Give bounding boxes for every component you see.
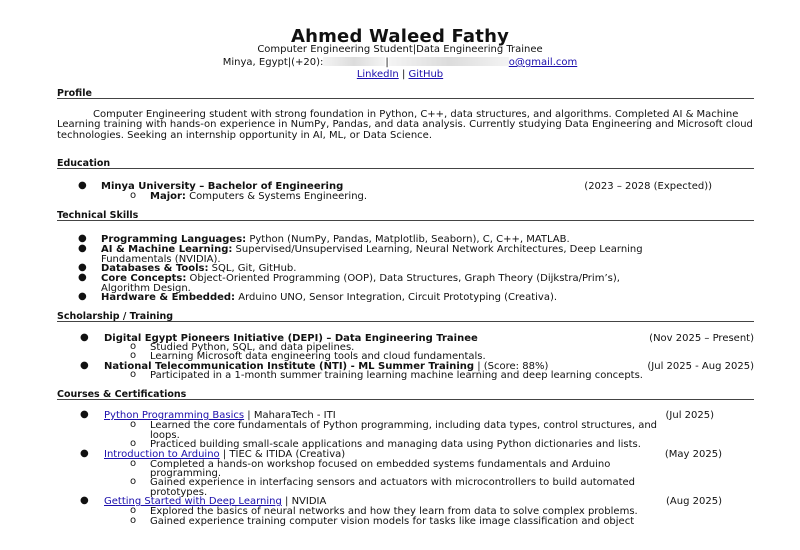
bullet-icon: ●: [80, 409, 89, 420]
sub-bullet-icon: o: [130, 476, 137, 487]
skill-item: AI & Machine Learning: Supervised/Unsupervised Learning, Neural Network Architectures, Deep Learning: [101, 244, 643, 255]
skill-item: Hardware & Embedded: Arduino UNO, Sensor Integration, Circuit Prototyping (Creativa).: [101, 292, 558, 303]
education-major: Major: Computers & Systems Engineering.: [150, 191, 368, 202]
course-title: Getting Started with Deep Learning | NVIDIA: [104, 496, 327, 507]
sub-bullet-icon: o: [130, 438, 137, 449]
resume-subtitle: Computer Engineering Student|Data Engineering Trainee: [257, 44, 543, 55]
training-detail: Learning Microsoft data engineering tools and cloud fundamentals.: [150, 351, 486, 362]
profile-links: [0, 69, 800, 80]
course-dates: (Jul 2025): [665, 410, 714, 421]
contact-location-phone: Minya, Egypt|(+20):: [222, 57, 324, 68]
training-dates: (Jul 2025 - Aug 2025): [647, 361, 754, 372]
section-divider: [57, 98, 754, 99]
email-link[interactable]: o@gmail.com: [508, 57, 578, 68]
training-title: Digital Egypt Pioneers Initiative (DEPI) – Data Engineering Trainee: [104, 333, 478, 344]
course-detail: Practiced building small-scale applications and managing data using Python dictionaries and lists.: [150, 439, 641, 450]
skill-item-continued: Algorithm Design.: [101, 283, 191, 294]
bullet-icon: ●: [80, 448, 89, 459]
education-school: Minya University – Bachelor of Engineering: [101, 181, 344, 192]
resume-name: Ahmed Waleed Fathy: [290, 26, 510, 47]
course-link[interactable]: Getting Started with Deep Learning: [104, 496, 282, 507]
skill-item-continued: Fundamentals (NVIDIA).: [101, 254, 221, 265]
course-detail: Gained experience training computer vision models for tasks like image classification and object: [150, 516, 635, 527]
github-link[interactable]: GitHub: [408, 69, 444, 80]
sub-bullet-icon: o: [130, 515, 137, 526]
training-detail: Studied Python, SQL, and data pipelines.: [150, 342, 355, 353]
course-title: Introduction to Arduino | TIEC & ITIDA (Creativa): [104, 449, 346, 460]
bullet-icon: ●: [78, 262, 87, 273]
section-divider: [57, 321, 754, 322]
course-detail: Gained experience in interfacing sensors and actuators with microcontrollers to build automated: [150, 477, 636, 488]
sub-bullet-icon: o: [130, 341, 137, 352]
course-detail-continued: loops.: [150, 430, 180, 441]
bullet-icon: ●: [78, 291, 87, 302]
course-title: Python Programming Basics | MaharaTech - ITI: [104, 410, 336, 421]
course-dates: (May 2025): [664, 449, 722, 460]
course-detail: Completed a hands-on workshop focused on embedded systems fundamentals and Arduino: [150, 459, 611, 470]
section-divider: [57, 168, 754, 169]
course-detail-continued: programming.: [150, 468, 222, 479]
skill-item: Programming Languages: Python (NumPy, Pandas, Matplotlib, Seaborn), C, C++, MATLAB.: [101, 234, 570, 245]
sub-bullet-icon: o: [130, 458, 137, 469]
training-title: National Telecommunication Institute (NTI) - ML Summer Training | (Score: 88%): [104, 361, 549, 372]
sub-bullet-icon: o: [130, 369, 137, 380]
section-heading-courses: Courses & Certifications: [57, 389, 187, 400]
course-dates: (Aug 2025): [666, 496, 722, 507]
bullet-icon: ●: [78, 233, 87, 244]
contact-line: [0, 57, 800, 68]
redacted-email: [389, 57, 509, 66]
sub-bullet-icon: o: [130, 505, 137, 516]
section-heading-scholarship: Scholarship / Training: [57, 311, 174, 322]
section-heading-skills: Technical Skills: [57, 210, 139, 221]
profile-text: Computer Engineering student with strong foundation in Python, C++, data structures, and algorithms. Completed AI & Machine Learning training with hands-on experience in NumPy, Pandas, and data analysis. Currently studying Data Engineering and Microsoft cloud technologies. Seeking an internship opportunity in AI, ML, or Data Science.: [57, 109, 753, 141]
section-divider: [57, 399, 754, 400]
sub-bullet-icon: o: [130, 350, 137, 361]
section-heading-education: Education: [57, 158, 111, 169]
redacted-phone: [323, 57, 385, 66]
skill-item: Databases & Tools: SQL, Git, GitHub.: [101, 263, 297, 274]
bullet-icon: ●: [78, 243, 87, 254]
bullet-icon: ●: [80, 360, 89, 371]
contact-separator: |: [385, 57, 389, 68]
linkedin-link[interactable]: LinkedIn: [356, 69, 399, 80]
course-link[interactable]: Python Programming Basics: [104, 410, 245, 421]
course-link[interactable]: Introduction to Arduino: [104, 449, 220, 460]
course-detail-continued: prototypes.: [150, 487, 208, 498]
bullet-icon: ●: [80, 332, 89, 343]
section-heading-profile: Profile: [57, 88, 92, 99]
bullet-icon: ●: [78, 180, 87, 191]
bullet-icon: ●: [80, 495, 89, 506]
sub-bullet-icon: o: [130, 190, 137, 201]
section-divider: [57, 220, 754, 221]
education-dates: (2023 – 2028 (Expected)): [584, 181, 712, 192]
course-detail: Learned the core fundamentals of Python programming, including data types, control structures, and: [150, 420, 658, 431]
bullet-icon: ●: [78, 272, 87, 283]
training-dates: (Nov 2025 – Present): [649, 333, 754, 344]
skill-item: Core Concepts: Object-Oriented Programming (OOP), Data Structures, Graph Theory (Dijkstra/Prim’s),: [101, 273, 620, 284]
link-separator: |: [401, 69, 406, 80]
course-detail: Explored the basics of neural networks and how they learn from data to solve complex problems.: [150, 506, 638, 517]
training-detail: Participated in a 1-month summer training learning machine learning and deep learning concepts.: [150, 370, 643, 381]
sub-bullet-icon: o: [130, 419, 137, 430]
